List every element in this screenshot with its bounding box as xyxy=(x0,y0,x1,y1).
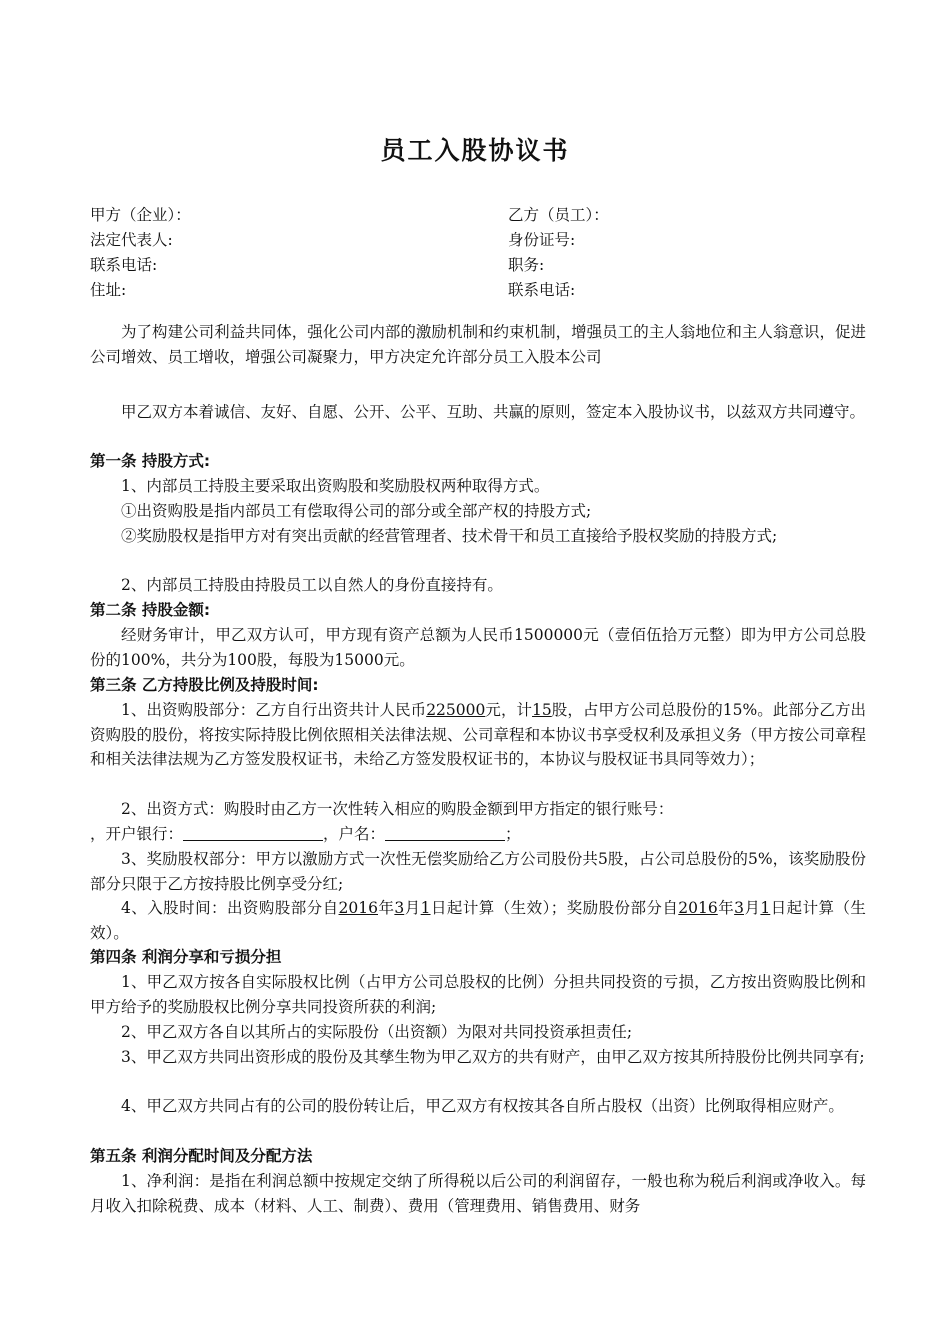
article-2-para-1: 经财务审计，甲乙双方认可，甲方现有资产总额为人民币1500000元（壹佰伍拾万元整）即为甲方公司总股份的100%，共分为100股，每股为15000元。 xyxy=(90,626,866,669)
party-a-rep: 法定代表人: xyxy=(90,231,173,249)
article-3-para-4: 4、入股时间：出资购股部分自2016年3月1日起计算（生效）；奖励股份部分自2016年3月1日起计算（生效）。 xyxy=(90,899,866,942)
party-a-phone: 联系电话: xyxy=(90,256,158,274)
article-4-para-1: 1、甲乙双方按各自实际股权比例（占甲方公司总股权的比例）分担共同投资的亏损，乙方按出资购股比例和甲方给予的奖励股权比例分享共同投资所获的利润; xyxy=(90,973,866,1016)
document-title: 员工入股协议书 xyxy=(380,136,570,165)
purchase-amount: 225000 xyxy=(426,701,486,719)
party-b-id: 身份证号: xyxy=(508,231,576,249)
article-2-heading: 第二条 持股金额: xyxy=(90,601,211,619)
intro-paragraph-1: 为了构建公司利益共同体，强化公司内部的激励机制和约束机制，增强员工的主人翁地位和主人翁意识，促进公司增效、员工增收，增强公司凝聚力，甲方决定允许部分员工入股本公司 xyxy=(90,323,866,366)
bank-name-blank xyxy=(183,825,323,841)
account-name-blank xyxy=(385,825,505,841)
party-b-phone: 联系电话: xyxy=(508,281,576,299)
article-1-para-3: ②奖励股权是指甲方对有突出贡献的经营管理者、技术骨干和员工直接给予股权奖励的持股方式; xyxy=(121,527,778,545)
intro-paragraph-2: 甲乙双方本着诚信、友好、自愿、公开、公平、互助、共赢的原则，签定本入股协议书，以兹双方共同遵守。 xyxy=(121,403,866,421)
party-a-label: 甲方（企业）： xyxy=(90,206,191,224)
article-1-para-2: ①出资购股是指内部员工有偿取得公司的部分或全部产权的持股方式; xyxy=(121,502,592,520)
article-4-para-2: 2、甲乙双方各自以其所占的实际股份（出资额）为限对共同投资承担责任; xyxy=(121,1023,633,1041)
article-1-heading: 第一条 持股方式: xyxy=(90,452,211,470)
article-3-heading: 第三条 乙方持股比例及持股时间: xyxy=(90,676,319,694)
article-5-heading: 第五条 利润分配时间及分配方法 xyxy=(90,1147,313,1165)
party-b-label: 乙方（员工）： xyxy=(508,206,609,224)
article-3-para-3: 3、奖励股权部分：甲方以激励方式一次性无偿奖励给乙方公司股份共5股，占公司总股份的5%，该奖励股份部分只限于乙方按持股比例享受分红; xyxy=(90,850,866,893)
purchase-shares: 15 xyxy=(532,701,552,719)
party-a-address: 住址: xyxy=(90,281,127,299)
party-b-position: 职务: xyxy=(508,256,545,274)
article-4-para-4: 4、甲乙双方共同占有的公司的股份转让后，甲乙双方有权按其各自所占股权（出资）比例取得相应财产。 xyxy=(121,1097,844,1115)
article-3-para-1: 1、出资购股部分：乙方自行出资共计人民币225000元，计15股，占甲方公司总股份的15%。此部分乙方出资购股的股份，将按实际持股比例依照相关法律法规、公司章程和本协议书享受权利及承担义务（甲方按公司章程和相关法律法规为乙方签发股权证书，未给乙方签发股权证书的，本协议与股权证书具同等效力）； xyxy=(90,701,866,769)
article-3-para-2: 2、出资方式：购股时由乙方一次性转入相应的购股金额到甲方指定的银行账号： xyxy=(121,800,674,818)
article-4-heading: 第四条 利润分享和亏损分担 xyxy=(90,948,282,966)
article-3-para-2-bank: ，开户银行： ，户名： ； xyxy=(90,825,521,843)
article-5-para-1: 1、净利润：是指在利润总额中按规定交纳了所得税以后公司的利润留存，一般也称为税后利润或净收入。每月收入扣除税费、成本（材料、人工、制费）、费用（管理费用、销售费用、财务 xyxy=(90,1172,866,1215)
article-1-para-4: 2、内部员工持股由持股员工以自然人的身份直接持有。 xyxy=(121,576,503,594)
article-1-para-1: 1、内部员工持股主要采取出资购股和奖励股权两种取得方式。 xyxy=(121,477,550,495)
article-4-para-3: 3、甲乙双方共同出资形成的股份及其孳生物为甲乙双方的共有财产，由甲乙双方按其所持股份比例共同享有; xyxy=(121,1048,865,1066)
